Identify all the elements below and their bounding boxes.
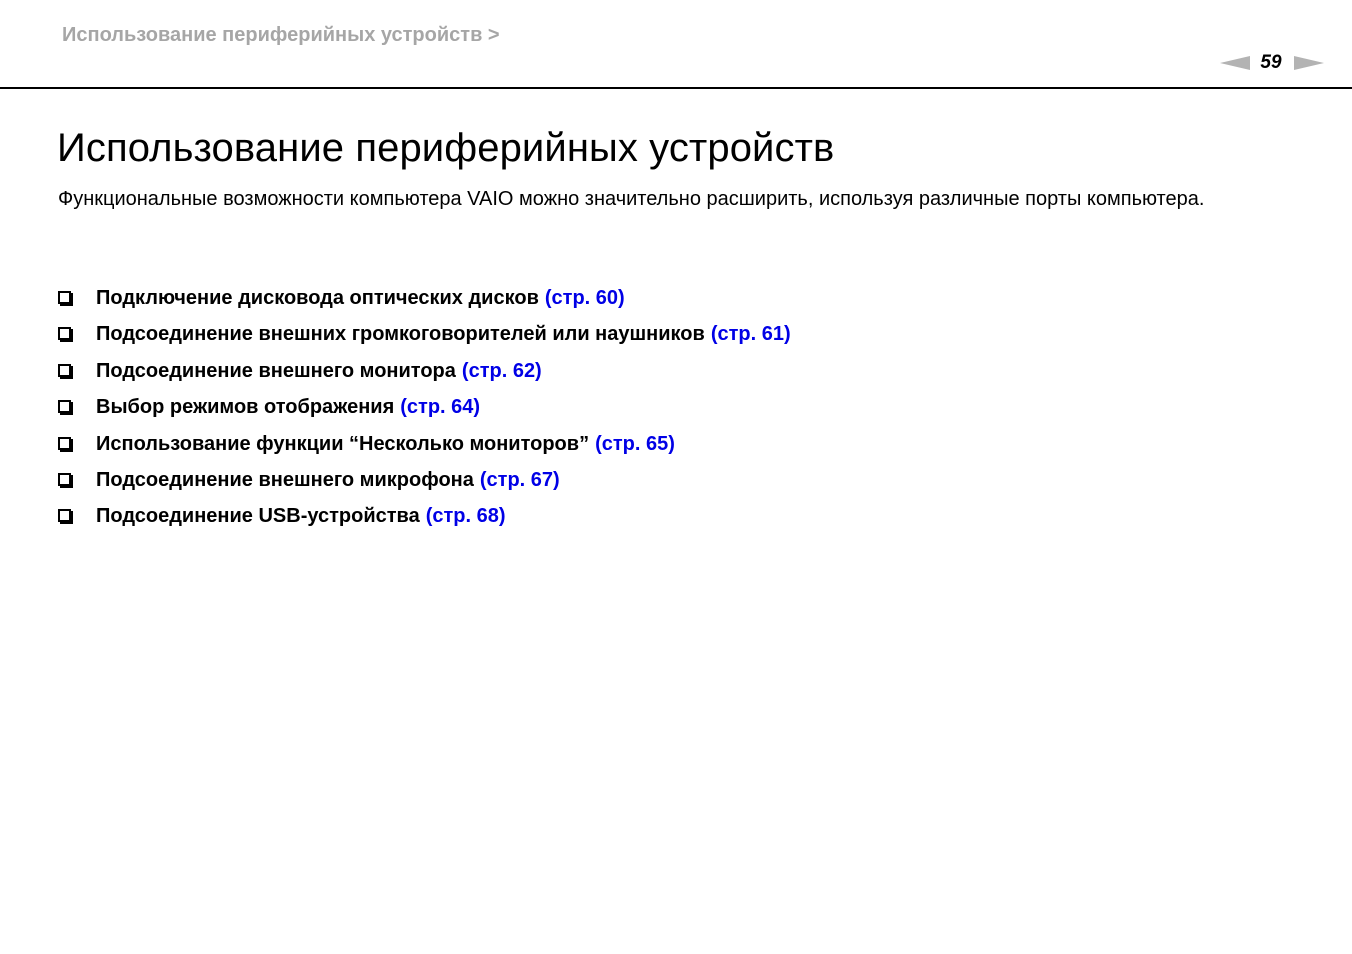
- checkbox-bullet-icon: [58, 327, 71, 340]
- page-number: 59: [1260, 52, 1282, 73]
- toc-item: [58, 357, 791, 393]
- toc-page-link[interactable]: (стр. 60): [544, 287, 625, 309]
- triangle-left-icon[interactable]: [1220, 56, 1250, 70]
- toc-item: [58, 430, 791, 466]
- triangle-right-icon[interactable]: [1294, 56, 1324, 70]
- toc-item: [58, 502, 791, 538]
- toc-item: [58, 466, 791, 502]
- checkbox-bullet-icon: [58, 509, 71, 522]
- page-navigation: [1218, 50, 1328, 76]
- breadcrumb[interactable]: Использование периферийных устройств >: [62, 24, 500, 46]
- toc-list: [58, 284, 791, 539]
- toc-item-label: Подсоединение внешних громкоговорителей или наушников: [96, 323, 705, 346]
- checkbox-bullet-icon: [58, 437, 71, 450]
- toc-item-label: Выбор режимов отображения: [96, 396, 395, 419]
- toc-item-label: Подсоединение внешнего монитора: [96, 359, 456, 382]
- toc-item: [58, 393, 791, 429]
- header-divider: [0, 87, 1352, 89]
- toc-item-label: Использование функции “Несколько мониторов”: [96, 432, 590, 455]
- intro-paragraph: Функциональные возможности компьютера VAIO можно значительно расширить, используя различные порты компьютера.: [58, 188, 1205, 210]
- checkbox-bullet-icon: [58, 291, 71, 304]
- toc-item-label: Подключение дисковода оптических дисков: [96, 287, 539, 309]
- toc-page-link[interactable]: (стр. 62): [461, 359, 542, 382]
- checkbox-bullet-icon: [58, 400, 71, 413]
- toc-page-link[interactable]: (стр. 68): [425, 505, 506, 528]
- toc-page-link[interactable]: (стр. 61): [710, 323, 791, 346]
- toc-page-link[interactable]: (стр. 67): [479, 468, 560, 491]
- toc-item-label: Подсоединение USB-устройства: [96, 505, 420, 528]
- toc-item: [58, 320, 791, 356]
- toc-item: [58, 284, 791, 320]
- checkbox-bullet-icon: [58, 473, 71, 486]
- toc-page-link[interactable]: (стр. 64): [400, 396, 481, 419]
- toc-page-link[interactable]: (стр. 65): [595, 432, 675, 455]
- toc-item-label: Подсоединение внешнего микрофона: [96, 468, 474, 491]
- checkbox-bullet-icon: [58, 364, 71, 377]
- page-title: Использование периферийных устройств: [57, 126, 835, 170]
